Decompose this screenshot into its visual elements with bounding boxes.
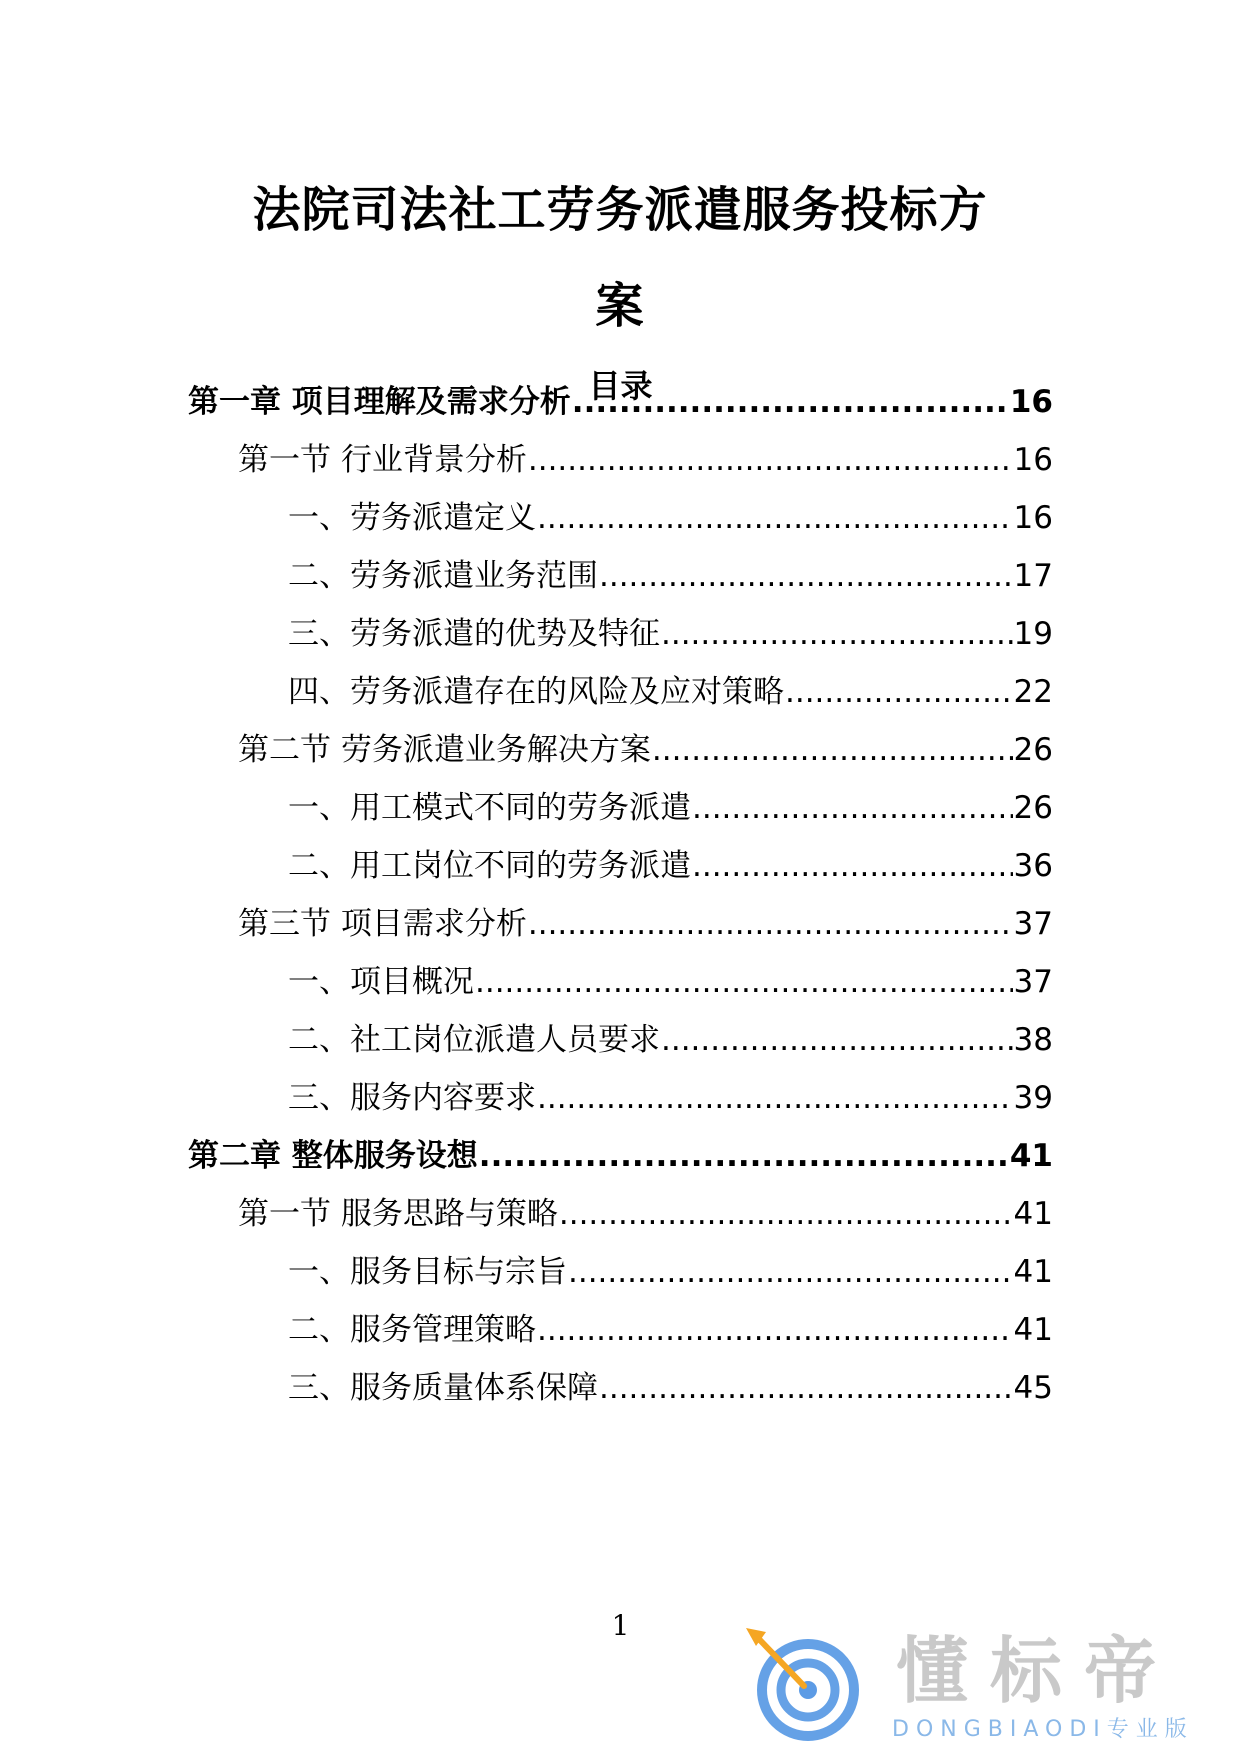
toc-dot-leader — [572, 380, 1009, 424]
toc-dot-leader — [661, 612, 1013, 656]
toc-entry-page-number: 19 — [1013, 616, 1053, 652]
toc-entry-label: 一、用工模式不同的劳务派遣 — [288, 790, 691, 826]
watermark-brand: 懂标帝 — [896, 1629, 1179, 1713]
toc-entry-label: 二、社工岗位派遣人员要求 — [288, 1022, 660, 1058]
toc-entry-section[interactable] — [238, 728, 1053, 772]
toc-entry-label: 第三节 项目需求分析 — [238, 906, 527, 942]
toc-entry-item[interactable] — [288, 786, 1053, 830]
toc-entry-label: 三、劳务派遣的优势及特征 — [288, 616, 660, 652]
toc-entry-page-number: 17 — [1013, 558, 1053, 594]
toc-dot-leader — [652, 728, 1013, 772]
document-title-continued: 案 — [595, 278, 645, 334]
document-title: 法院司法社工劳务派遣服务投标方 — [252, 182, 988, 238]
toc-entry-item[interactable] — [288, 1308, 1053, 1352]
toc-entry-label: 一、劳务派遣定义 — [288, 500, 536, 536]
toc-heading: 目录 — [588, 367, 653, 405]
toc-entry-label: 四、劳务派遣存在的风险及应对策略 — [288, 674, 784, 710]
toc-entry-chapter[interactable] — [188, 1134, 1053, 1178]
toc-entry-page-number: 36 — [1013, 848, 1053, 884]
toc-entry-label: 二、用工岗位不同的劳务派遣 — [288, 848, 691, 884]
toc-entry-label: 三、服务内容要求 — [288, 1080, 536, 1116]
toc-dot-leader — [599, 554, 1013, 598]
toc-dot-leader — [661, 1018, 1013, 1062]
toc-dot-leader — [479, 1134, 1009, 1178]
watermark — [740, 1626, 1220, 1748]
toc-dot-leader — [568, 1250, 1013, 1294]
toc-entry-page-number: 41 — [1013, 1196, 1053, 1232]
toc-entry-label: 三、服务质量体系保障 — [288, 1370, 598, 1406]
toc-entry-item[interactable] — [288, 1076, 1053, 1120]
toc-entry-label: 第一节 服务思路与策略 — [238, 1196, 558, 1232]
toc-entry-page-number: 22 — [1013, 674, 1053, 710]
toc-dot-leader — [559, 1192, 1013, 1236]
toc-entry-section[interactable] — [238, 1192, 1053, 1236]
toc-entry-label: 一、项目概况 — [288, 964, 474, 1000]
toc-dot-leader — [785, 670, 1013, 714]
toc-entry-label: 二、劳务派遣业务范围 — [288, 558, 598, 594]
toc-entry-section[interactable] — [238, 438, 1053, 482]
toc-entry-chapter[interactable] — [188, 380, 1053, 424]
toc-dot-leader — [599, 1366, 1013, 1410]
toc-entry-item[interactable] — [288, 1250, 1053, 1294]
toc-entry-item[interactable] — [288, 612, 1053, 656]
toc-entry-item[interactable] — [288, 1366, 1053, 1410]
toc-dot-leader — [692, 844, 1013, 888]
toc-entry-page-number: 41 — [1009, 1138, 1053, 1174]
toc-entry-label: 二、服务管理策略 — [288, 1312, 536, 1348]
toc-entry-item[interactable] — [288, 960, 1053, 1004]
target-dart-icon — [740, 1626, 870, 1748]
toc-entry-page-number: 38 — [1013, 1022, 1053, 1058]
toc-entry-item[interactable] — [288, 670, 1053, 714]
toc-entry-page-number: 37 — [1013, 964, 1053, 1000]
toc-entry-page-number: 16 — [1009, 384, 1053, 420]
toc-entry-label: 一、服务目标与宗旨 — [288, 1254, 567, 1290]
toc-entry-label: 第二章 整体服务设想 — [188, 1138, 478, 1174]
toc-dot-leader — [475, 960, 1013, 1004]
toc-entry-item[interactable] — [288, 844, 1053, 888]
toc-entry-label: 第一章 项目理解及需求分析 — [188, 384, 571, 420]
toc-dot-leader — [537, 1308, 1013, 1352]
toc-entry-item[interactable] — [288, 554, 1053, 598]
toc-entry-section[interactable] — [238, 902, 1053, 946]
toc-entry-page-number: 41 — [1013, 1254, 1053, 1290]
toc-entry-item[interactable] — [288, 496, 1053, 540]
toc-entry-page-number: 39 — [1013, 1080, 1053, 1116]
page-number: 1 — [611, 1609, 630, 1642]
toc-dot-leader — [537, 496, 1013, 540]
toc-dot-leader — [537, 1076, 1013, 1120]
toc-entry-page-number: 41 — [1013, 1312, 1053, 1348]
toc-dot-leader — [528, 902, 1013, 946]
toc-dot-leader — [692, 786, 1013, 830]
toc-entry-label: 第二节 劳务派遣业务解决方案 — [238, 732, 651, 768]
toc-entry-page-number: 37 — [1013, 906, 1053, 942]
toc-entry-page-number: 16 — [1013, 500, 1053, 536]
watermark-subtitle: DONGBIAODI专业版 — [892, 1717, 1194, 1742]
toc-entry-item[interactable] — [288, 1018, 1053, 1062]
toc-entry-label: 第一节 行业背景分析 — [238, 442, 527, 478]
toc-entry-page-number: 16 — [1013, 442, 1053, 478]
toc-entry-page-number: 26 — [1013, 732, 1053, 768]
toc-dot-leader — [528, 438, 1013, 482]
toc-entry-page-number: 26 — [1013, 790, 1053, 826]
toc-entry-page-number: 45 — [1013, 1370, 1053, 1406]
